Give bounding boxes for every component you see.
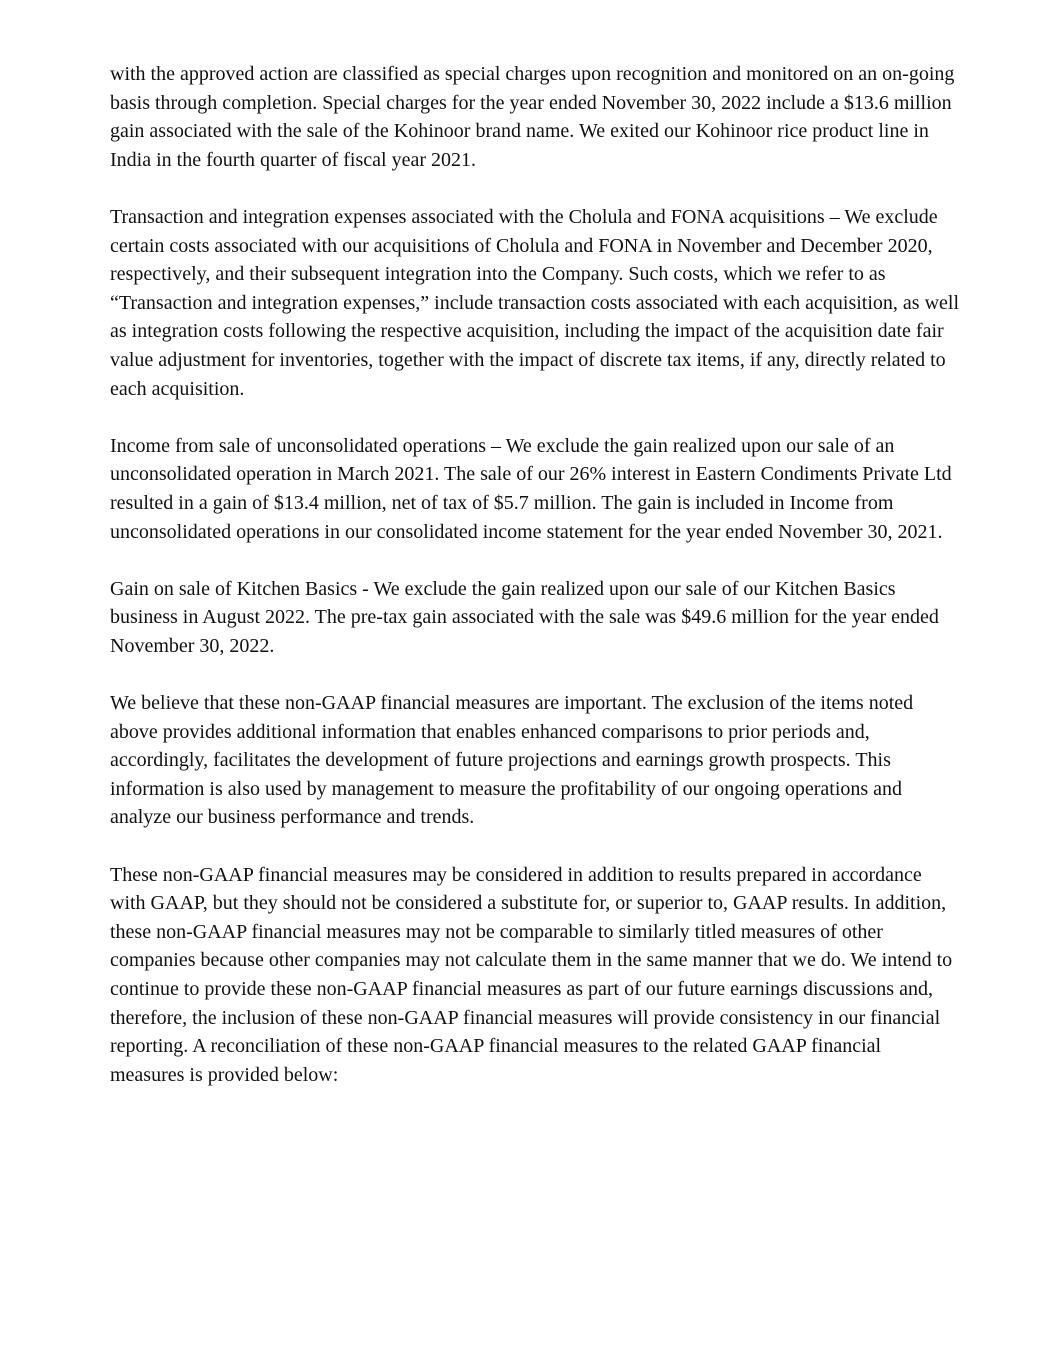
paragraph-non-gaap-importance: We believe that these non-GAAP financial measures are important. The exclusion of the items noted above provides additional information that enables enhanced comparisons to prior periods and, accordingly, facilitates the development of future projections and earnings growth prospects. This information is also used by management to measure the profitability of our ongoing operations and analyze our business performance and trends. — [110, 692, 914, 829]
paragraph-unconsolidated-operations-sale: Income from sale of unconsolidated operations – We exclude the gain realized upon our sale of an unconsolidated operation in March 2021. The sale of our 26% interest in Eastern Condiments Private Ltd resulted in a gain of $13.4 million, net of tax of $5.7 million. The gain is included in Income from unconsolidated operations in our consolidated income statement for the year ended November 30, 2021. — [110, 434, 952, 543]
paragraph-non-gaap-consideration: These non-GAAP financial measures may be considered in addition to results prepared in accordance with GAAP, but they should not be considered a substitute for, or superior to, GAAP results. In addition, these non-GAAP financial measures may not be comparable to similarly titled measures of other companies because other companies may not calculate them in the same manner that we do. We intend to continue to provide these non-GAAP financial measures as part of our future earnings discussions and, therefore, the inclusion of these non-GAAP financial measures will provide consistency in our financial reporting. A reconciliation of these non-GAAP financial measures to the related GAAP financial measures is provided below: — [110, 863, 953, 1086]
paragraph-kitchen-basics-sale: Gain on sale of Kitchen Basics - We exclude the gain realized upon our sale of our Kitchen Basics business in August 2022. The pre-tax gain associated with the sale was $49.6 million for the year ended November 30, 2022. — [110, 577, 939, 657]
paragraph-special-charges: with the approved action are classified as special charges upon recognition and monitored on an on-going basis through completion. Special charges for the year ended November 30, 2022 include a $13.6 million gain associated with the sale of the Kohinoor brand name. We exited our Kohinoor rice product line in India in the fourth quarter of fiscal year 2021. — [110, 63, 955, 171]
document-body — [110, 60, 960, 1118]
paragraph-transaction-integration-expenses: Transaction and integration expenses associated with the Cholula and FONA acquisitions – We exclude certain costs associated with our acquisitions of Cholula and FONA in November and December 2020, respectively, and their subsequent integration into the Company. Such costs, which we refer to as “Transaction and integration expenses,” include transaction costs associated with each acquisition, as well as integration costs following the respective acquisition, including the impact of the acquisition date fair value adjustment for inventories, together with the impact of discrete tax items, if any, directly related to each acquisition. — [110, 205, 960, 400]
